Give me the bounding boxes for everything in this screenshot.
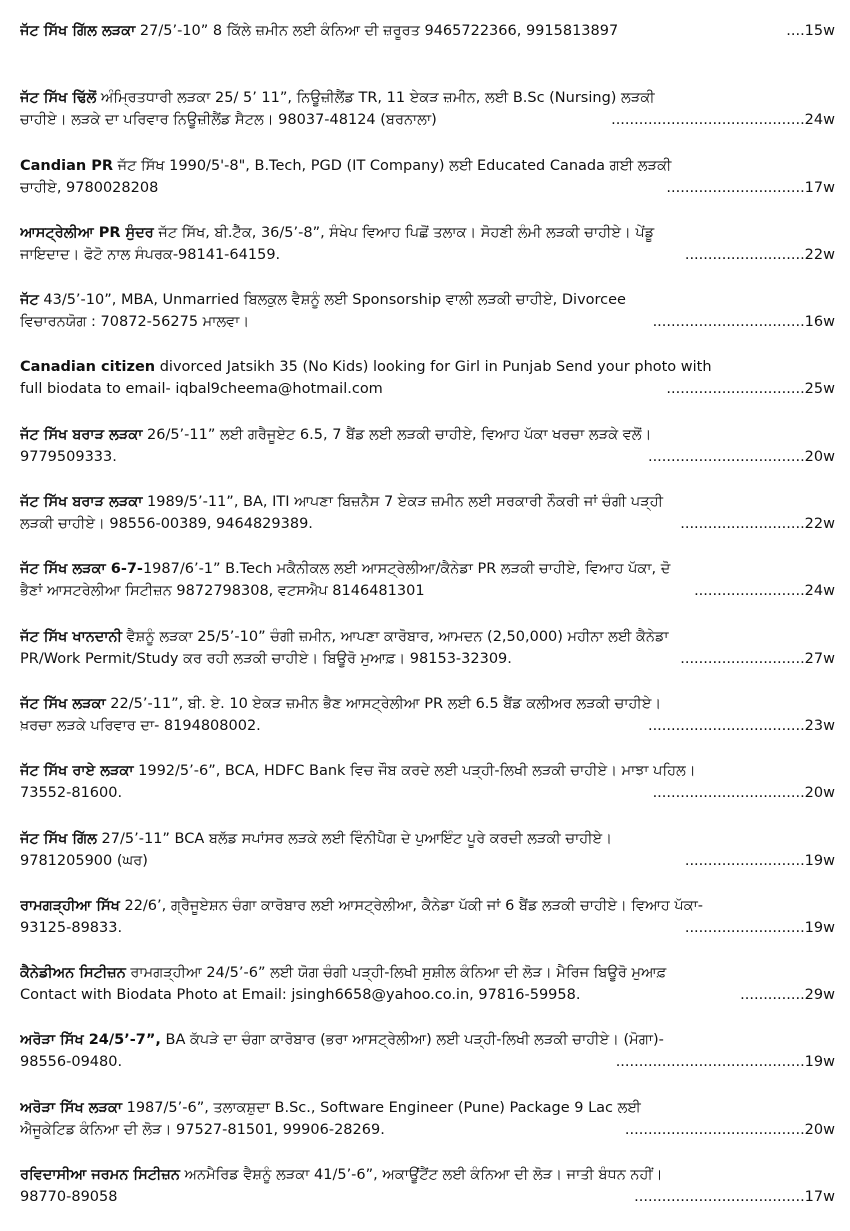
ad-text-continued: ਭੈਣਾਂ ਆਸਟਰੇਲੀਆ ਸਿਟੀਜ਼ਨ 9872798308, ਵਟਸਐਪ 8146481301 [20,583,425,600]
ad-word-count: ..................................23w [647,717,835,734]
ad-text: ਵੈਸ਼ਨੂੰ ਲੜਕਾ 25/5’-10” ਚੰਗੀ ਜ਼ਮੀਨ, ਆਪਣਾ ਕਾਰੋਬਾਰ, ਆਮਦਨ (2,50,000) ਮਹੀਨਾ ਲਈ ਕੈਨੇਡਾ [121,628,669,645]
classified-ad-14 [20,895,835,939]
ad-text-continued: 98770-89058 [20,1189,118,1206]
ad-lead: ਰਵਿਦਾਸੀਆ ਜਰਮਨ ਸਿਟੀਜ਼ਨ [20,1167,180,1184]
ad-word-count: ..........................19w [684,852,835,869]
ad-text-continued: 93125-89833. [20,919,123,936]
ad-text-continued: ਚਾਹੀਏ। ਲੜਕੇ ਦਾ ਪਰਿਵਾਰ ਨਿਊਜ਼ੀਲੈਂਡ ਸੈਟਲ। 98037-48124 (ਬਰਨਾਲਾ) [20,112,437,129]
classified-ad-3 [20,155,835,199]
ad-text: ਰਾਮਗੜ੍ਹੀਆ 24/5’-6” ਲਈ ਯੋਗ ਚੰਗੀ ਪੜ੍ਹੀ-ਲਿਖੀ ਸੁਸ਼ੀਲ ਕੰਨਿਆ ਦੀ ਲੋੜ। ਮੈਰਿਜ ਬਿਊਰੋ ਮੁਆਫ਼ [125,965,667,982]
ad-lead: ਜੱਟ ਸਿੱਖ ਬਰਾੜ ਲੜਕਾ [20,494,143,511]
ad-word-count: ........................24w [694,583,835,600]
ad-word-count: .....................................17w [634,1189,835,1206]
ad-word-count: ...........................22w [680,516,835,533]
classified-ads-list [20,20,835,1231]
classified-ad-17 [20,1097,835,1141]
ad-text-continued: Contact with Biodata Photo at Email: jsingh6658@yahoo.co.in, 97816-59958. [20,987,581,1004]
ad-text: 27/5’-11” BCA ਬਲੱਡ ਸਪਾਂਸਰ ਲੜਕੇ ਲਈ ਵਿੰਨੀਪੈਗ ਦੇ ਪੁਆਇੰਟ ਪੂਰੇ ਕਰਦੀ ਲੜਕੀ ਚਾਹੀਏ। [96,830,612,847]
ad-word-count: ...........................27w [680,650,835,667]
ad-lead: ਕੈਨੇਡੀਅਨ ਸਿਟੀਜ਼ਨ [20,965,126,982]
ad-text-continued: ਲੜਕੀ ਚਾਹੀਏ। 98556-00389, 9464829389. [20,516,313,533]
ad-word-count: ....15w [786,23,835,39]
ad-text: 22/6’, ਗ੍ਰੈਜੂਏਸ਼ਨ ਚੰਗਾ ਕਾਰੋਬਾਰ ਲਈ ਆਸਟ੍ਰੇਲੀਆ, ਕੈਨੇਡਾ ਪੱਕੀ ਜਾਂ 6 ਬੈਂਡ ਲੜਕੀ ਚਾਹੀਏ। ਵਿਆਹ ਪੱਕਾ- [119,897,704,914]
ad-text-continued: 9781205900 (ਘਰ) [20,852,148,869]
ad-word-count: ..........................22w [684,246,835,263]
classified-ad-4 [20,222,835,266]
ad-word-count: .................................20w [652,785,835,802]
ad-text: 1987/6’-1” B.Tech ਮਕੈਨੀਕਲ ਲਈ ਆਸਟ੍ਰੇਲੀਆ/ਕੈਨੇਡਾ PR ਲੜਕੀ ਚਾਹੀਏ, ਵਿਆਹ ਪੱਕਾ, ਦੋ [142,561,671,578]
ad-lead: ਰਾਮਗੜ੍ਹੀਆ ਸਿੱਖ [20,897,120,914]
ad-lead: ਜੱਟ ਸਿੱਖ ਢਿੱਲੋਂ [20,90,97,107]
classified-ad-11 [20,693,835,737]
ad-text-continued: 73552-81600. [20,785,123,802]
ad-lead: ਆਸਟ੍ਰੇਲੀਆ PR ਸੁੰਦਰ [20,224,154,241]
ad-text: 27/5’-10” 8 ਕਿੱਲੇ ਜ਼ਮੀਨ ਲਈ ਕੰਨਿਆ ਦੀ ਜ਼ਰੂਰਤ 9465722366, 9915813897 [135,23,619,39]
ad-text-continued: PR/Work Permit/Study ਕਰ ਰਹੀ ਲੜਕੀ ਚਾਹੀਏ। ਬਿਊਰੋ ਮੁਆਫ਼। 98153-32309. [20,650,512,667]
classified-ad-7 [20,424,835,468]
classified-ad-10 [20,626,835,670]
ad-text-continued: ਜਾਇਦਾਦ। ਫੋਟੋ ਨਾਲ ਸੰਪਰਕ-98141-64159. [20,246,281,263]
ad-lead: Candian PR [20,157,114,174]
ad-text-continued: ਖ਼ਰਚਾ ਲੜਕੇ ਪਰਿਵਾਰ ਦਾ- 8194808002. [20,717,261,734]
ad-word-count: ..........................................24w [611,112,835,129]
ad-text-continued: 9779509333. [20,448,117,465]
classified-ad-13 [20,828,835,872]
ad-lead: ਅਰੋੜਾ ਸਿੱਖ 24/5’-7”, [20,1032,161,1049]
classified-ad-9 [20,558,835,602]
ad-word-count: .................................16w [652,314,835,331]
ad-word-count: ..............................25w [666,381,835,398]
classified-ad-18 [20,1164,835,1208]
ad-text: ਅੰਮ੍ਰਿਤਧਾਰੀ ਲੜਕਾ 25/ 5’ 11”, ਨਿਊਜ਼ੀਲੈਂਡ TR, 11 ਏਕੜ ਜ਼ਮੀਨ, ਲਈ B.Sc (Nursing) ਲੜਕੀ [96,90,655,107]
classified-ad-1 [20,20,835,64]
ad-text: BA ਕੱਪੜੇ ਦਾ ਚੰਗਾ ਕਾਰੋਬਾਰ (ਭਰਾ ਆਸਟ੍ਰੇਲੀਆ) ਲਈ ਪੜ੍ਹੀ-ਲਿਖੀ ਲੜਕੀ ਚਾਹੀਏ। (ਮੋਗਾ)- [160,1032,664,1049]
ad-text-continued: ਚਾਹੀਏ, 9780028208 [20,179,159,196]
ad-word-count: ..............................17w [666,179,835,196]
classified-ad-5 [20,289,835,333]
ad-word-count: .......................................20w [624,1121,835,1138]
ad-text: 1987/5’-6”, ਤਲਾਕਸ਼ੁਦਾ B.Sc., Software Engineer (Pune) Package 9 Lac ਲਈ [122,1099,641,1116]
ad-word-count: ..............29w [740,987,835,1004]
ad-lead: ਜੱਟ [20,292,39,309]
ad-text-continued: ਵਿਚਾਰਨਯੋਗ : 70872-56275 ਮਾਲਵਾ। [20,314,250,331]
ad-lead: ਜੱਟ ਸਿੱਖ ਗਿੱਲ ਲੜਕਾ [20,23,136,39]
ad-text: ਜੱਟ ਸਿੱਖ 1990/5'-8", B.Tech, PGD (IT Company) ਲਈ Educated Canada ਗਈ ਲੜਕੀ [113,157,672,174]
ad-text-continued: 98556-09480. [20,1054,123,1071]
ad-lead: ਜੱਟ ਸਿੱਖ ਰਾਏ ਲੜਕਾ [20,763,134,780]
ad-text: 43/5’-10”, MBA, Unmarried ਬਿਲਕੁਲ ਵੈਸ਼ਨੂੰ ਲਈ Sponsorship ਵਾਲੀ ਲੜਕੀ ਚਾਹੀਏ, Divorcee [38,292,626,309]
ad-text: 1992/5’-6”, BCA, HDFC Bank ਵਿਚ ਜੌਬ ਕਰਦੇ ਲਈ ਪੜ੍ਹੀ-ਲਿਖੀ ਲੜਕੀ ਚਾਹੀਏ। ਮਾਝਾ ਪਹਿਲ। [133,763,696,780]
classified-ad-2 [20,87,835,131]
ad-lead: ਜੱਟ ਸਿੱਖ ਖਾਨਦਾਨੀ [20,628,122,645]
ad-text: divorced Jatsikh 35 (No Kids) looking for Girl in Punjab Send your photo with [155,359,712,376]
ad-lead: ਜੱਟ ਸਿੱਖ ਲੜਕਾ [20,695,106,712]
ad-word-count: ..........................19w [684,919,835,936]
classified-ad-6 [20,356,835,400]
ad-text: 22/5’-11”, ਬੀ. ਏ. 10 ਏਕੜ ਜ਼ਮੀਨ ਭੈਣ ਆਸਟ੍ਰੇਲੀਆ PR ਲਈ 6.5 ਬੈਂਡ ਕਲੀਅਰ ਲੜਕੀ ਚਾਹੀਏ। [105,695,662,712]
classified-ad-16 [20,1029,835,1073]
ad-text-continued: full biodata to email- iqbal9cheema@hotmail.com [20,381,383,398]
ad-lead: ਜੱਟ ਸਿੱਖ ਬਰਾੜ ਲੜਕਾ [20,426,143,443]
ad-lead: Canadian citizen [20,359,156,376]
classified-ad-15 [20,962,835,1006]
ad-lead: ਜੱਟ ਸਿੱਖ ਲੜਕਾ 6-7- [20,561,143,578]
classified-ad-8 [20,491,835,535]
ad-text: ਅਨਮੈਰਿਡ ਵੈਸ਼ਨੂੰ ਲੜਕਾ 41/5’-6”, ਅਕਾਊਂਟੈਂਟ ਲਈ ਕੰਨਿਆ ਦੀ ਲੋੜ। ਜਾਤੀ ਬੰਧਨ ਨਹੀਂ। [179,1167,663,1184]
ad-text: 26/5’-11” ਲਈ ਗਰੈਜੂਏਟ 6.5, 7 ਬੈਂਡ ਲਈ ਲੜਕੀ ਚਾਹੀਏ, ਵਿਆਹ ਪੱਕਾ ਖਰਚਾ ਲੜਕੇ ਵਲੋਂ। [142,426,652,443]
classified-ad-12 [20,760,835,804]
ad-text: ਜੱਟ ਸਿੱਖ, ਬੀ.ਟੈੱਕ, 36/5’-8”, ਸੰਖੇਪ ਵਿਆਹ ਪਿਛੋਂ ਤਲਾਕ। ਸੋਹਣੀ ਲੰਮੀ ਲੜਕੀ ਚਾਹੀਏ। ਪੇਂਡੂ [153,224,655,241]
ad-lead: ਅਰੋੜਾ ਸਿੱਖ ਲੜਕਾ [20,1099,122,1116]
ad-text: 1989/5’-11”, BA, ITI ਆਪਣਾ ਬਿਜ਼ਨੈਸ 7 ਏਕੜ ਜ਼ਮੀਨ ਲਈ ਸਰਕਾਰੀ ਨੌਕਰੀ ਜਾਂ ਚੰਗੀ ਪੜ੍ਹੀ [142,494,663,511]
ad-text-continued: ਐਜੂਕੇਟਿਡ ਕੰਨਿਆ ਦੀ ਲੋੜ। 97527-81501, 99906-28269. [20,1121,385,1138]
ad-word-count: .........................................19w [615,1054,835,1071]
ad-word-count: ..................................20w [647,448,835,465]
ad-lead: ਜੱਟ ਸਿੱਖ ਗਿੱਲ [20,830,97,847]
